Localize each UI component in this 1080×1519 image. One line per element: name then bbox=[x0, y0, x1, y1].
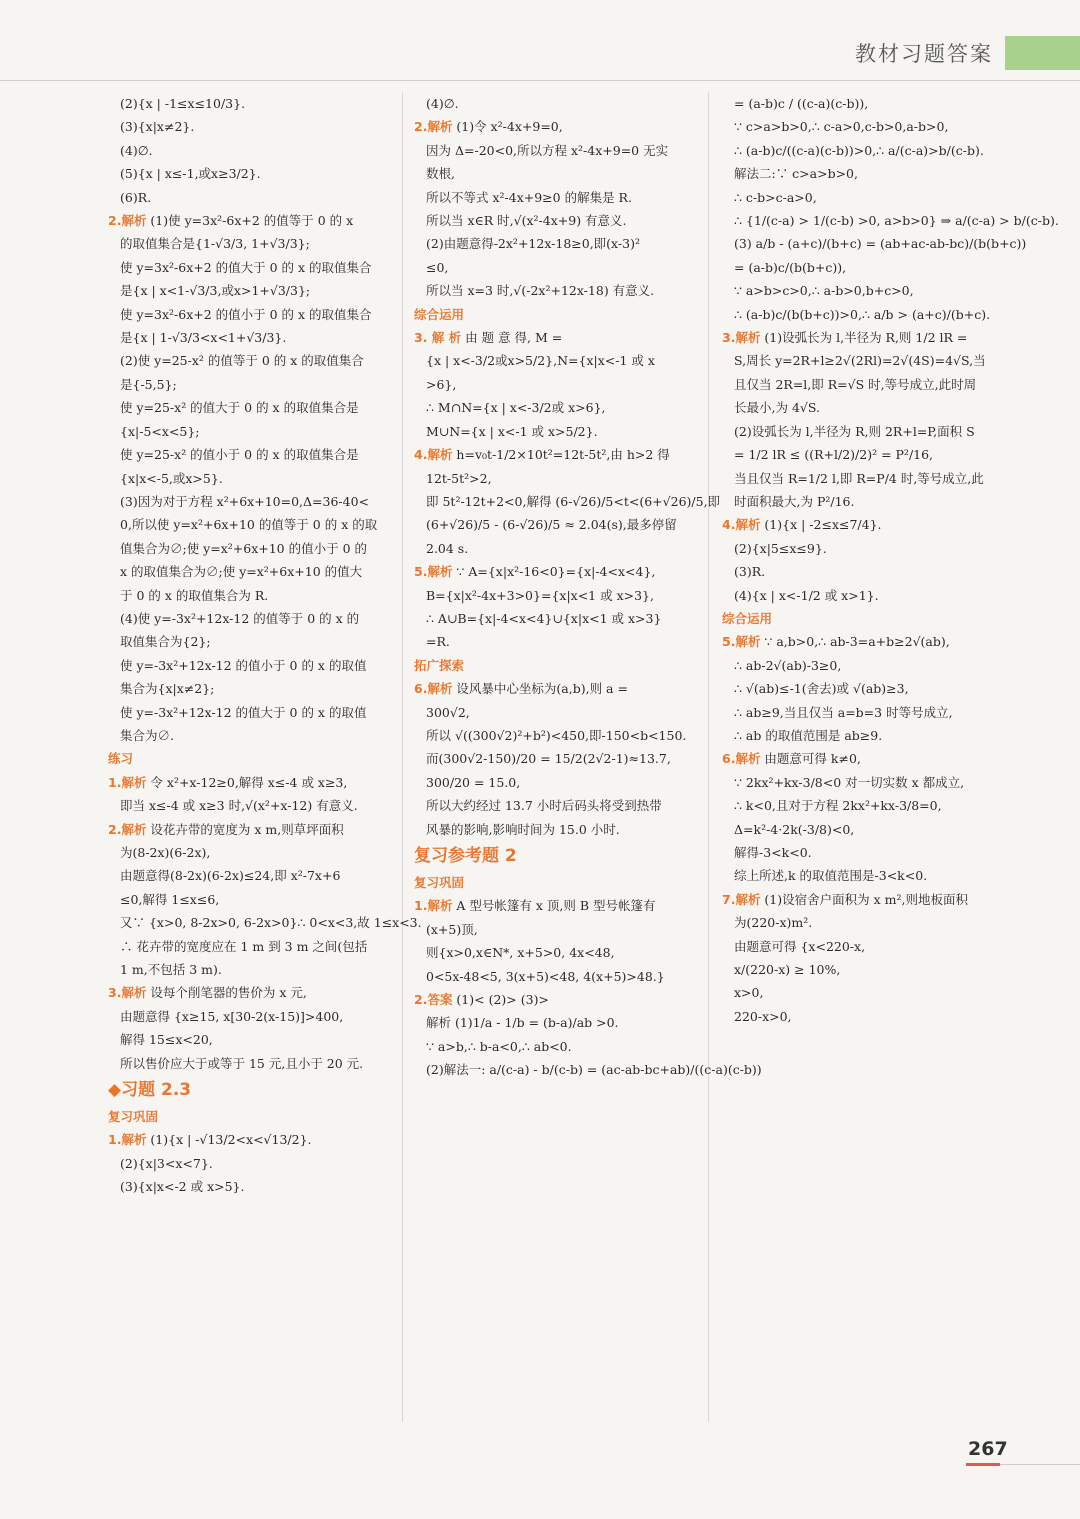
answer-text: ≤0, bbox=[426, 259, 449, 275]
answer-text: ∴ √(ab)≤-1(舍去)或 √(ab)≥3, bbox=[734, 681, 909, 697]
answer-text: 而(300√2-150)/20 = 15/2(2√2-1)≈13.7, bbox=[426, 751, 671, 767]
answer-line bbox=[414, 630, 696, 653]
answer-line bbox=[414, 92, 696, 115]
answer-line bbox=[108, 349, 393, 372]
answer-line bbox=[414, 209, 696, 232]
answer-line bbox=[722, 818, 1004, 841]
answer-line bbox=[722, 513, 1004, 536]
answer-line bbox=[414, 396, 696, 419]
question-label: 1.解析 bbox=[414, 898, 453, 914]
answer-line bbox=[722, 256, 1004, 279]
answer-line bbox=[108, 1175, 393, 1198]
answer-text: =R. bbox=[426, 634, 450, 650]
answer-text: ∴ (a-b)c/(b(b+c))>0,∴ a/b > (a+c)/(b+c). bbox=[734, 306, 991, 322]
answer-line bbox=[722, 841, 1004, 864]
answer-line bbox=[414, 771, 696, 794]
answer-text: = 1/2 lR ≤ ((R+l/2)/2)² = P²/16, bbox=[734, 447, 934, 463]
question-label: 7.解析 bbox=[722, 891, 761, 907]
answer-text: ∴ M∩N={x | x<-3/2或 x>6}, bbox=[426, 400, 606, 416]
answer-text: 于 0 的 x 的取值集合为 R. bbox=[120, 587, 269, 603]
answer-line bbox=[722, 935, 1004, 958]
column-divider bbox=[402, 92, 403, 1422]
answer-line bbox=[722, 209, 1059, 232]
answer-text: 因为 Δ=-20<0,所以方程 x²-4x+9=0 无实 bbox=[426, 142, 669, 158]
question-label: 2.答案 bbox=[414, 992, 453, 1008]
answer-text: ∴ ab-2√(ab)-3≥0, bbox=[734, 657, 842, 673]
answer-line bbox=[722, 771, 1004, 794]
answer-text: 解得-3<k<0. bbox=[734, 845, 812, 860]
subsection-label: 复习巩固 bbox=[414, 875, 465, 890]
answer-text: (2){x|5≤x≤9}. bbox=[734, 540, 827, 556]
answer-text: 使 y=25-x² 的值小于 0 的 x 的取值集合是 bbox=[120, 447, 359, 463]
answer-text: (2)设弧长为 l,半径为 R,则 2R+l=P,面积 S bbox=[734, 423, 975, 439]
answer-text: 使 y=-3x²+12x-12 的值大于 0 的 x 的取值 bbox=[120, 704, 367, 720]
answer-line bbox=[108, 864, 393, 887]
question-label: 6.解析 bbox=[414, 681, 453, 697]
answer-text: (1){x | -2≤x≤7/4}. bbox=[760, 517, 882, 533]
answer-text: 1 m,不包括 3 m). bbox=[120, 962, 222, 978]
answer-text: {x | x<-3/2或x>5/2},N={x|x<-1 或 x bbox=[426, 353, 655, 369]
answer-line bbox=[108, 584, 393, 607]
subsection-label: 综合运用 bbox=[722, 610, 773, 626]
subsection-label: 练习 bbox=[108, 751, 134, 767]
answer-line bbox=[108, 677, 393, 700]
answer-line bbox=[414, 988, 696, 1011]
answer-text: 由题意可得 k≠0, bbox=[760, 751, 861, 767]
question-label: 2.解析 bbox=[414, 119, 453, 135]
answer-line bbox=[414, 677, 696, 700]
answer-text: 所以售价应大于或等于 15 元,且小于 20 元. bbox=[120, 1055, 364, 1071]
answer-text: 值集合为∅;使 y=x²+6x+10 的值小于 0 的 bbox=[120, 540, 368, 556]
answer-line bbox=[722, 92, 1004, 115]
question-label: 2.解析 bbox=[108, 821, 147, 837]
answer-text: (1)< (2)> (3)> bbox=[452, 992, 549, 1008]
answer-text: (1){x | -√13/2<x<√13/2}. bbox=[146, 1132, 312, 1148]
answer-line bbox=[414, 467, 696, 490]
answer-text: 使 y=3x²-6x+2 的值小于 0 的 x 的取值集合 bbox=[120, 306, 372, 322]
answer-text: (3){x|x≠2}. bbox=[120, 119, 195, 135]
answer-line bbox=[414, 256, 696, 279]
answer-text: 是{-5,5}; bbox=[120, 376, 177, 392]
answer-text: 令 x²+x-12≥0,解得 x≤-4 或 x≥3, bbox=[146, 774, 348, 790]
answer-line bbox=[108, 162, 393, 185]
answer-text: 设花卉带的宽度为 x m,则草坪面积 bbox=[146, 821, 344, 837]
answer-line bbox=[722, 864, 1004, 887]
answer-text: 则{x>0,x∈N*, x+5>0, 4x<48, bbox=[426, 945, 615, 961]
answer-text: 0,所以使 y=x²+6x+10 的值等于 0 的 x 的取 bbox=[120, 517, 378, 533]
answer-text: ∴ {1/(c-a) > 1/(c-b) >0, a>b>0} ⇒ a/(c-a) > b/(c-b). bbox=[734, 213, 1059, 229]
answer-text: (2)解法一: a/(c-a) - b/(c-b) = (ac-ab-bc+ab)/((c-a)(c-b)) bbox=[426, 1062, 762, 1078]
answer-text: 使 y=3x²-6x+2 的值大于 0 的 x 的取值集合 bbox=[120, 259, 372, 275]
answer-text: ∵ a>b,∴ b-a<0,∴ ab<0. bbox=[426, 1038, 572, 1054]
answer-text: 由 题 意 得, M = bbox=[461, 330, 563, 346]
answer-text: x/(220-x) ≥ 10%, bbox=[734, 962, 841, 978]
answer-line bbox=[108, 537, 393, 560]
answer-text: 综上所述,k 的取值范围是-3<k<0. bbox=[734, 868, 928, 884]
answer-text: ∴ ab≥9,当且仅当 a=b=3 时等号成立, bbox=[734, 704, 953, 720]
answer-line bbox=[414, 701, 696, 724]
answer-line bbox=[722, 349, 1004, 372]
answer-line bbox=[414, 724, 696, 747]
answer-text: 时面积最大,为 P²/16. bbox=[734, 493, 855, 509]
answer-line bbox=[414, 443, 696, 466]
answer-text: 数根, bbox=[426, 166, 455, 182]
answer-line bbox=[414, 607, 696, 630]
answer-text: ∵ a>b>c>0,∴ a-b>0,b+c>0, bbox=[734, 283, 914, 299]
answer-line bbox=[722, 537, 1004, 560]
answer-text: = (a-b)c/(b(b+c)), bbox=[734, 259, 847, 275]
answer-text: ∴ k<0,且对于方程 2kx²+kx-3/8=0, bbox=[734, 798, 942, 814]
answer-line bbox=[414, 818, 696, 841]
answer-text: ≤0,解得 1≤x≤6, bbox=[120, 891, 220, 907]
answer-line bbox=[414, 965, 696, 988]
answer-text: 解法二:∵ c>a>b>0, bbox=[734, 166, 858, 182]
question-label: 5.解析 bbox=[722, 634, 761, 650]
answer-line bbox=[414, 1035, 696, 1058]
answer-text: ∴ (a-b)c/((c-a)(c-b))>0,∴ a/(c-a)>b/(c-b). bbox=[734, 142, 984, 158]
answer-text: (2)使 y=25-x² 的值等于 0 的 x 的取值集合 bbox=[120, 353, 364, 369]
answer-line bbox=[414, 537, 696, 560]
answer-line bbox=[108, 490, 393, 513]
answer-line bbox=[108, 115, 393, 138]
answer-text: M∪N={x | x<-1 或 x>5/2}. bbox=[426, 423, 598, 439]
answer-line bbox=[108, 1052, 393, 1075]
answer-text: ∴ A∪B={x|-4<x<4}∪{x|x<1 或 x>3} bbox=[426, 610, 662, 626]
answer-text: 集合为{x|x≠2}; bbox=[120, 681, 215, 697]
answer-line bbox=[722, 630, 1004, 653]
answer-line bbox=[108, 630, 393, 653]
answer-text: (4){x | x<-1/2 或 x>1}. bbox=[734, 587, 879, 603]
answer-text: x 的取值集合为∅;使 y=x²+6x+10 的值大 bbox=[120, 564, 363, 580]
answer-line bbox=[108, 1128, 393, 1151]
answer-line bbox=[414, 941, 696, 964]
answer-line bbox=[108, 607, 393, 630]
answer-line bbox=[108, 513, 393, 536]
answer-column-1 bbox=[108, 92, 422, 1199]
header-title: 教材习题答案 bbox=[855, 42, 993, 66]
answer-line bbox=[108, 935, 393, 958]
answer-text: (1)设弧长为 l,半径为 R,则 1/2 lR = bbox=[760, 330, 968, 346]
answer-text: 使 y=25-x² 的值大于 0 的 x 的取值集合是 bbox=[120, 400, 359, 416]
answer-text: (6+√26)/5 - (6-√26)/5 ≈ 2.04(s),最多停留 bbox=[426, 517, 677, 533]
answer-text: 设每个削笔器的售价为 x 元, bbox=[146, 985, 307, 1001]
answer-line bbox=[414, 115, 696, 138]
answer-text: 使 y=-3x²+12x-12 的值小于 0 的 x 的取值 bbox=[120, 657, 367, 673]
answer-line bbox=[414, 513, 696, 536]
answer-line bbox=[414, 232, 696, 255]
answer-text: {x|x<-5,或x>5}. bbox=[120, 470, 223, 486]
answer-line bbox=[108, 771, 393, 794]
answer-line bbox=[722, 794, 1004, 817]
answer-line bbox=[722, 232, 1027, 255]
answer-text: 所以当 x∈R 时,√(x²-4x+9) 有意义. bbox=[426, 213, 627, 229]
answer-text: {x|-5<x<5}; bbox=[120, 423, 200, 439]
question-label: 1.解析 bbox=[108, 774, 147, 790]
answer-text: 0<5x-48<5, 3(x+5)<48, 4(x+5)>48.} bbox=[426, 968, 665, 984]
subsection-label: 复习巩固 bbox=[108, 1109, 159, 1125]
answer-text: 即 5t²-12t+2<0,解得 (6-√26)/5<t<(6+√26)/5,即 bbox=[426, 493, 721, 509]
answer-text: 的取值集合是{1-√3/3, 1+√3/3}; bbox=[120, 236, 310, 252]
answer-line bbox=[108, 303, 393, 326]
answer-line bbox=[414, 162, 696, 185]
answer-line bbox=[108, 373, 393, 396]
answer-line bbox=[414, 186, 696, 209]
answer-text: 长最小,为 4√S. bbox=[734, 400, 820, 416]
answer-text: 由题意得(8-2x)(6-2x)≤24,即 x²-7x+6 bbox=[120, 868, 341, 884]
answer-text: (3){x|x<-2 或 x>5}. bbox=[120, 1179, 245, 1195]
answer-line bbox=[108, 139, 393, 162]
answer-line bbox=[108, 467, 393, 490]
answer-text: 300/20 = 15.0, bbox=[426, 774, 521, 790]
answer-line bbox=[722, 888, 1004, 911]
question-label: 1.解析 bbox=[108, 1132, 147, 1148]
answer-text: ∵ a,b>0,∴ ab-3=a+b≥2√(ab), bbox=[760, 634, 950, 650]
answer-line bbox=[414, 420, 696, 443]
answer-text: = (a-b)c / ((c-a)(c-b)), bbox=[734, 96, 869, 111]
answer-line bbox=[722, 958, 1004, 981]
answer-text: (2)由题意得-2x²+12x-18≥0,即(x-3)² bbox=[426, 236, 640, 252]
answer-line bbox=[722, 279, 1004, 302]
answer-line bbox=[108, 794, 393, 817]
subsection-label: 拓广探索 bbox=[414, 657, 465, 673]
question-label: 4.解析 bbox=[414, 447, 453, 463]
answer-line bbox=[722, 560, 1004, 583]
answer-text: 2.04 s. bbox=[426, 540, 469, 556]
answer-line bbox=[722, 677, 1004, 700]
answer-text: (1)令 x²-4x+9=0, bbox=[452, 119, 563, 135]
answer-text: (3)因为对于方程 x²+6x+10=0,Δ=36-40< bbox=[120, 493, 370, 509]
answer-text: 由题意得 {x≥15, x[30-2(x-15)]>400, bbox=[120, 1008, 344, 1024]
answer-line bbox=[722, 724, 1004, 747]
answer-text: h=v₀t-1/2×10t²=12t-5t²,由 h>2 得 bbox=[452, 447, 670, 463]
answer-text: 所以 √((300√2)²+b²)<450,即-150<b<150. bbox=[426, 727, 687, 743]
answer-line bbox=[414, 894, 696, 917]
section-heading: 复习参考题 2 bbox=[414, 846, 517, 866]
answer-text: (1)使 y=3x²-6x+2 的值等于 0 的 x bbox=[146, 213, 354, 229]
answer-line bbox=[414, 373, 696, 396]
answer-line bbox=[108, 256, 393, 279]
answer-line bbox=[722, 396, 1004, 419]
answer-text: (5){x | x≤-1,或x≥3/2}. bbox=[120, 166, 261, 182]
answer-line bbox=[722, 911, 1004, 934]
answer-text: ∵ c>a>b>0,∴ c-a>0,c-b>0,a-b>0, bbox=[734, 119, 949, 135]
page-number: 267 bbox=[968, 1438, 1008, 1460]
answer-line bbox=[108, 232, 393, 255]
answer-line bbox=[414, 1011, 696, 1034]
answer-line bbox=[108, 92, 393, 115]
answer-line bbox=[108, 841, 393, 864]
answer-line bbox=[414, 349, 696, 372]
answer-text: 所以大约经过 13.7 小时后码头将受到热带 bbox=[426, 798, 662, 814]
answer-text: S,周长 y=2R+l≥2√(2Rl)=2√(4S)=4√S,当 bbox=[734, 353, 986, 369]
answer-text: (2){x|3<x<7}. bbox=[120, 1155, 213, 1171]
answer-text: ∴ ab 的取值范围是 ab≥9. bbox=[734, 727, 883, 743]
answer-text: 所以不等式 x²-4x+9≥0 的解集是 R. bbox=[426, 189, 632, 205]
answer-line bbox=[722, 139, 1004, 162]
answer-text: 且仅当 2R=l,即 R=√S 时,等号成立,此时周 bbox=[734, 376, 977, 392]
answer-line bbox=[414, 139, 696, 162]
header-rule bbox=[0, 80, 1080, 81]
answer-text: >6}, bbox=[426, 376, 457, 392]
answer-text: 由题意可得 {x<220-x, bbox=[734, 938, 866, 954]
answer-text: (4)∅. bbox=[120, 142, 153, 158]
answer-text: ∵ A={x|x²-16<0}={x|-4<x<4}, bbox=[452, 564, 656, 580]
answer-text: (x+5)顶, bbox=[426, 921, 478, 937]
answer-line bbox=[108, 654, 393, 677]
answer-text: 是{x | x<1-√3/3,或x>1+√3/3}; bbox=[120, 283, 311, 299]
answer-line bbox=[108, 1152, 393, 1175]
question-label: 5.解析 bbox=[414, 564, 453, 580]
answer-text: (3) a/b - (a+c)/(b+c) = (ab+ac-ab-bc)/(b(b+c)) bbox=[734, 236, 1027, 252]
answer-line bbox=[108, 279, 393, 302]
answer-text: 解析 (1)1/a - 1/b = (b-a)/ab >0. bbox=[426, 1015, 619, 1031]
answer-text: 集合为∅. bbox=[120, 727, 174, 743]
answer-text: 所以当 x=3 时,√(-2x²+12x-18) 有意义. bbox=[426, 283, 655, 299]
answer-line bbox=[722, 115, 1004, 138]
answer-line bbox=[722, 420, 1004, 443]
answer-column-3 bbox=[722, 92, 1059, 1028]
answer-line bbox=[414, 490, 721, 513]
answer-line bbox=[108, 911, 422, 934]
answer-line bbox=[108, 1028, 393, 1051]
answer-line bbox=[108, 888, 393, 911]
question-label: 2.解析 bbox=[108, 213, 147, 229]
answer-text: ∴ 花卉带的宽度应在 1 m 到 3 m 之间(包括 bbox=[120, 938, 368, 954]
answer-text: (4)∅. bbox=[426, 96, 459, 111]
question-label: 3.解析 bbox=[722, 330, 761, 346]
question-label: 3.解析 bbox=[108, 985, 147, 1001]
subsection-label: 综合运用 bbox=[414, 306, 465, 322]
answer-line bbox=[108, 209, 393, 232]
answer-text: Δ=k²-4·2k(-3/8)<0, bbox=[734, 821, 855, 837]
answer-text: (3)R. bbox=[734, 564, 766, 580]
answer-line bbox=[108, 420, 393, 443]
answer-line bbox=[722, 162, 1004, 185]
answer-line bbox=[722, 747, 1004, 770]
answer-line bbox=[722, 303, 1004, 326]
answer-line bbox=[414, 794, 696, 817]
answer-text: 220-x>0, bbox=[734, 1008, 792, 1024]
header-color-tab bbox=[1005, 36, 1080, 70]
answer-text: 当且仅当 R=1/2 l,即 R=P/4 时,等号成立,此 bbox=[734, 470, 984, 486]
answer-line bbox=[722, 1005, 1004, 1028]
answer-text: 设风暴中心坐标为(a,b),则 a = bbox=[452, 681, 628, 697]
answer-line bbox=[414, 1058, 762, 1081]
page-number-underline bbox=[966, 1463, 1000, 1466]
answer-line bbox=[108, 396, 393, 419]
answer-line bbox=[414, 279, 696, 302]
answer-text: 又∵ {x>0, 8-2x>0, 6-2x>0}∴ 0<x<3,故 1≤x<3. bbox=[120, 915, 422, 931]
answer-text: (1)设宿舍户面积为 x m²,则地板面积 bbox=[760, 891, 968, 907]
answer-line bbox=[722, 701, 1004, 724]
answer-line bbox=[108, 1005, 393, 1028]
answer-line bbox=[722, 981, 1004, 1004]
answer-line bbox=[108, 981, 393, 1004]
answer-text: 12t-5t²>2, bbox=[426, 470, 492, 486]
answer-line bbox=[108, 818, 393, 841]
answer-line bbox=[722, 490, 1004, 513]
answer-line bbox=[722, 443, 1004, 466]
answer-text: 为(220-x)m². bbox=[734, 915, 813, 931]
question-label: 4.解析 bbox=[722, 517, 761, 533]
column-divider bbox=[708, 92, 709, 1422]
answer-text: 300√2, bbox=[426, 704, 470, 720]
answer-line bbox=[722, 326, 1004, 349]
answer-text: 取值集合为{2}; bbox=[120, 634, 211, 650]
question-label: 3. 解 析 bbox=[414, 330, 462, 346]
answer-line bbox=[108, 186, 393, 209]
answer-line bbox=[414, 326, 696, 349]
answer-line bbox=[108, 443, 393, 466]
answer-line bbox=[722, 373, 1004, 396]
footer-rule bbox=[1000, 1464, 1080, 1465]
answer-line bbox=[722, 186, 1004, 209]
answer-text: A 型号帐篷有 x 顶,则 B 型号帐篷有 bbox=[452, 898, 656, 914]
answer-text: (4)使 y=-3x²+12x-12 的值等于 0 的 x 的 bbox=[120, 610, 360, 626]
answer-line bbox=[722, 654, 1004, 677]
answer-text: 风暴的影响,影响时间为 15.0 小时. bbox=[426, 821, 620, 837]
answer-line bbox=[414, 747, 696, 770]
answer-line bbox=[108, 958, 393, 981]
answer-line bbox=[414, 918, 696, 941]
section-heading: ◆习题 2.3 bbox=[108, 1080, 192, 1101]
answer-text: 解得 15≤x<20, bbox=[120, 1032, 213, 1048]
answer-line bbox=[108, 326, 393, 349]
answer-line bbox=[722, 584, 1004, 607]
answer-text: x>0, bbox=[734, 985, 764, 1001]
answer-text: (6)R. bbox=[120, 189, 152, 205]
answer-text: 即当 x≤-4 或 x≥3 时,√(x²+x-12) 有意义. bbox=[120, 798, 358, 814]
answer-line bbox=[414, 584, 696, 607]
answer-text: ∴ c-b>c-a>0, bbox=[734, 189, 817, 205]
answer-line bbox=[722, 467, 1004, 490]
answer-line bbox=[108, 701, 393, 724]
answer-text: B={x|x²-4x+3>0}={x|x<1 或 x>3}, bbox=[426, 587, 654, 603]
answer-text: 为(8-2x)(6-2x), bbox=[120, 845, 211, 860]
answer-text: 是{x | 1-√3/3<x<1+√3/3}. bbox=[120, 330, 287, 346]
answer-line bbox=[414, 560, 696, 583]
answer-text: (2){x | -1≤x≤10/3}. bbox=[120, 96, 246, 111]
answer-line bbox=[108, 560, 393, 583]
question-label: 6.解析 bbox=[722, 751, 761, 767]
answer-line bbox=[108, 724, 393, 747]
answer-text: ∵ 2kx²+kx-3/8<0 对一切实数 x 都成立, bbox=[734, 774, 965, 790]
